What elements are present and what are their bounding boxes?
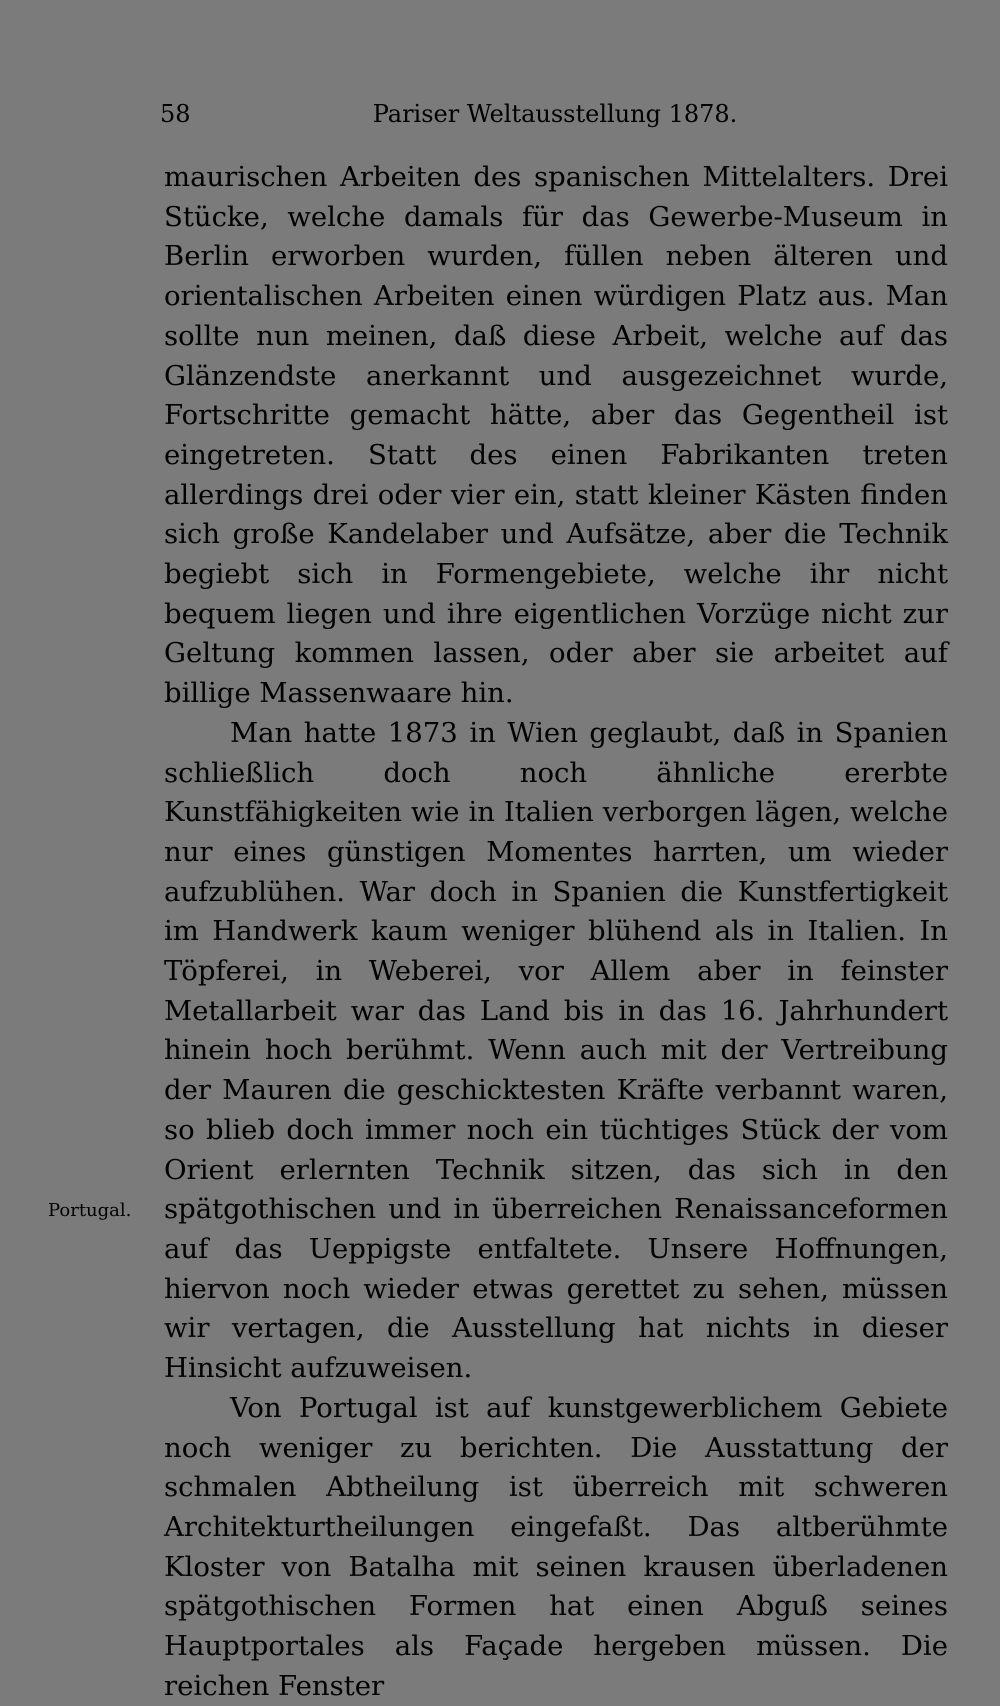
paragraph-3: Von Portugal ist auf kunstgewerblichem Gebiete noch weniger zu berichten. Die Ausstattung der schmalen Abtheilung ist überreich mit schweren Architekturtheilungen eingefaßt. Das altberühmte Kloster von Batalha mit seinen krausen überladenen spätgothischen Formen hat einen Abguß seines Hauptportales als Façade hergeben müssen. Die reichen Fenster — [164, 1391, 948, 1702]
margin-note-portugal: Portugal. — [48, 1200, 132, 1221]
running-title: Pariser Weltausstellung 1878. — [372, 100, 738, 128]
body-text — [164, 158, 948, 1706]
page-header — [160, 100, 950, 140]
page-number: 58 — [160, 100, 191, 128]
paragraph-2: Man hatte 1873 in Wien geglaubt, daß in Spanien schließlich doch noch ähnliche ererbte Kunstfähigkeiten wie in Italien verborgen lägen, welche nur eines günstigen Momentes harrten, um wieder aufzublühen. War doch in Spanien die Kunstfertigkeit im Handwerk kaum weniger blühend als in Italien. In Töpferei, in Weberei, vor Allem aber in feinster Metallarbeit war das Land bis in das 16. Jahrhundert hinein hoch berühmt. Wenn auch mit der Vertreibung der Mauren die geschicktesten Kräfte verbannt waren, so blieb doch immer noch ein tüchtiges Stück der vom Orient erlernten Technik sitzen, das sich in den spätgothischen und in überreichen Renaissanceformen auf das Ueppigste entfaltete. Unsere Hoffnungen, hiervon noch wieder etwas gerettet zu sehen, müssen wir vertagen, die Ausstellung hat nichts in dieser Hinsicht aufzuweisen. — [164, 716, 948, 1385]
paragraph-1: maurischen Arbeiten des spanischen Mittelalters. Drei Stücke, welche damals für das Gewerbe-Museum in Berlin erworben wurden, füllen neben älteren und orientalischen Arbeiten einen würdigen Platz aus. Man sollte nun meinen, daß diese Arbeit, welche auf das Glänzendste anerkannt und ausgezeichnet wurde, Fortschritte gemacht hätte, aber das Gegentheil ist eingetreten. Statt des einen Fabrikanten treten allerdings drei oder vier ein, statt kleiner Kästen finden sich große Kandelaber und Aufsätze, aber die Technik begiebt sich in Formengebiete, welche ihr nicht bequem liegen und ihre eigentlichen Vorzüge nicht zur Geltung kommen lassen, oder aber sie arbeitet auf billige Massenwaare hin. — [164, 161, 948, 710]
